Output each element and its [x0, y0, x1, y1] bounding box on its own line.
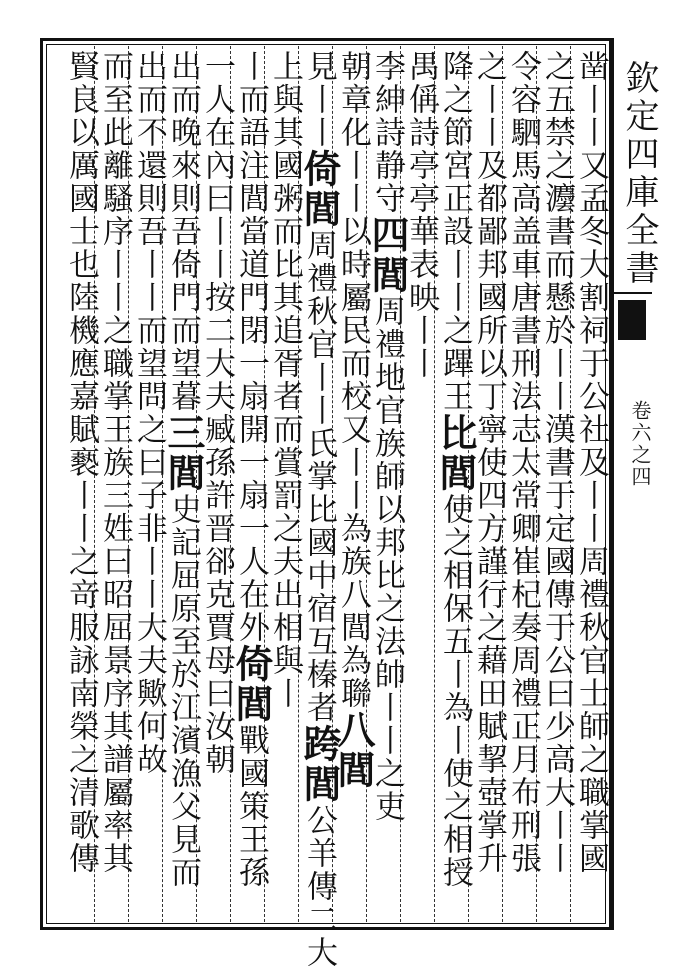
text-segment: 降之節宮正設丨丨之蹕王 [437, 50, 473, 413]
text-column [538, 50, 576, 920]
text-column [96, 50, 134, 920]
text-column [504, 50, 542, 920]
text-segment: 丨而語注閭當道門閉一扇開一扇一人在外 [233, 50, 269, 644]
text-segment: 之丨丨及都鄙邦國所以丁寧使四方謹行之藉田賦挈壺掌升 [471, 50, 507, 875]
text-segment: 以時屬民而校又丨丨為族八閭為聯 [335, 215, 371, 710]
text-segment: 一人在內曰丨丨按二大夫臧孫許晋郤克 [199, 50, 235, 611]
entry-heading: 比閭 [433, 413, 478, 493]
text-segment: 問之曰子非丨丨大夫歟何故 [131, 380, 167, 776]
text-segment: 周禮秋官丨丨氏掌比國中宿互榛者 [301, 229, 337, 724]
text-segment: 與其國粥而比其追胥者而賞罰之 [267, 83, 303, 545]
text-segment: 使之相保五丨為丨使之相授 [437, 493, 473, 889]
fishtail-mark [618, 300, 646, 340]
text-segment: 出而不還則吾丨丨而望 [131, 50, 167, 380]
text-segment: 禺偁詩亭亭華表映丨丨 [403, 50, 439, 380]
text-column [402, 50, 440, 920]
text-column [297, 50, 342, 969]
text-segment: 史記屈原至於江濱漁父見而 [165, 493, 201, 889]
text-segment: 凿丨丨又孟冬大割祠于公社及丨丨周禮秋官士師之職掌國 [573, 50, 609, 875]
text-segment: 戰國策王孫 [233, 724, 269, 889]
text-column [161, 50, 206, 920]
text-segment: 出而晚來則吾倚門而望暮 [165, 50, 201, 413]
text-segment: 賈母曰汝朝 [199, 611, 235, 776]
entry-heading: 三閭 [161, 413, 206, 493]
text-segment: 周禮地官族師以邦比之法帥丨丨之吏 [369, 295, 405, 823]
text-column [130, 50, 168, 920]
text-segment: 賢良以厲國士也陸機應嘉賦褻丨丨之竒服詠南榮之清歌傳 [63, 50, 99, 875]
text-column [433, 50, 478, 920]
text-segment: 公羊傳二大 [301, 804, 337, 969]
text-segment: 上 [267, 50, 303, 83]
text-column [266, 50, 304, 920]
entry-heading: 八閭 [331, 710, 376, 790]
text-segment: 而至此離騷序丨丨之職掌王族三姓曰昭屈景序其譜屬率其 [97, 50, 133, 875]
side-rule-horizontal [612, 292, 652, 294]
text-segment: 之五禁之灋書而懸於丨丨漢書于定國傳于公曰少高大丨丨 [539, 50, 575, 875]
text-segment: 見丨丨 [301, 50, 337, 149]
text-column [62, 50, 100, 920]
entry-heading: 倚閭 [229, 644, 274, 724]
text-segment: 夫出相與丨 [267, 545, 303, 710]
text-segment: 朝章化丨丨 [335, 50, 371, 215]
text-column [572, 50, 610, 920]
book-title: 欽定四庫全書 [619, 60, 659, 288]
side-rule [612, 38, 614, 930]
text-column [229, 50, 274, 920]
entry-heading: 倚閭 [297, 149, 342, 229]
volume-label: 卷六之四 [628, 400, 652, 488]
entry-heading: 跨閭 [297, 724, 342, 804]
text-segment: 李紳詩静守 [369, 50, 405, 215]
entry-heading: 四閭 [365, 215, 410, 295]
text-segment: 令容駟馬高盖車唐書刑法志太常卿崔杞奏周禮正月布刑張 [505, 50, 541, 875]
